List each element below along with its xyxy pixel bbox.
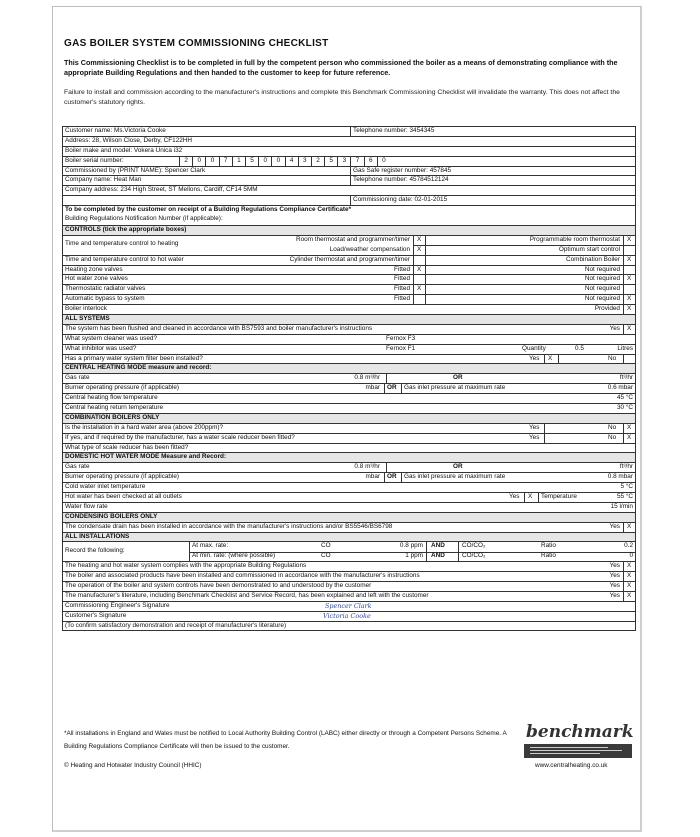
- benchmark-wordmark: benchmark: [526, 722, 634, 742]
- commissioning-date: Commissioning date: 02-01-2015: [353, 196, 448, 204]
- installations-heading: ALL INSTALLATIONS: [65, 532, 130, 540]
- serial-digit: 3: [337, 157, 350, 166]
- dhw-heading: DOMESTIC HOT WATER MODE Measure and Record:: [65, 453, 227, 461]
- filter-yes: Yes: [529, 354, 540, 362]
- ch-inlet-value: 0.6 mbar: [607, 384, 633, 392]
- bypass-not-required: Not required: [584, 295, 620, 303]
- ch-burner-or: OR: [387, 384, 397, 392]
- hot-water-zone-row: [62, 275, 636, 285]
- reducer-type-row: [62, 444, 636, 454]
- serial-digit: 6: [364, 157, 377, 166]
- warranty-note: Failure to install and commission according to the manufacturer's instructions and complete this Benchmark Commissioning Checklist will invalidate the warranty. This does not affect the customer's statutory rights.: [64, 89, 620, 106]
- complies-label: The heating and hot water system complies with the appropriate Building Regulations: [65, 562, 307, 570]
- company-address: Company address: 234 High Street, ST Mellons, Cardiff, CF14 5MM: [65, 186, 258, 194]
- bypass-row: [62, 295, 636, 305]
- literature-label: The manufacturer's literature, including Benchmark Checklist and Service Record, has been explained and left with the customer: [65, 591, 429, 599]
- reducer-type-label: What type of scale reducer has been fitted?: [65, 443, 189, 451]
- flushed-tick: X: [627, 324, 632, 332]
- cleaner-question: What system cleaner was used?: [65, 334, 157, 342]
- ratio-max-label: Ratio: [541, 542, 556, 550]
- customer-signature-row: [62, 612, 636, 622]
- dhw-outlets-tick: X: [528, 492, 533, 500]
- ch-flow-row: [62, 394, 636, 404]
- complies-tick: X: [627, 562, 632, 570]
- interlock-tick: X: [627, 305, 632, 313]
- serial-digits: [179, 157, 390, 166]
- literature-yes: Yes: [609, 591, 620, 599]
- filter-row: [62, 355, 636, 365]
- room-thermostat-tick: X: [417, 235, 422, 243]
- litres-label: Litres: [617, 344, 633, 352]
- installed-tick: X: [627, 572, 632, 580]
- serial-digit: 0: [192, 157, 205, 166]
- heating-controls-row: [62, 236, 636, 256]
- co-min-value: 1 ppm: [405, 552, 423, 560]
- customer-name: Customer name: Ms.Victoria Cooke: [65, 127, 166, 134]
- reducer-tick: X: [627, 433, 632, 441]
- reducer-row: [62, 434, 636, 444]
- condensate-yes: Yes: [609, 522, 620, 530]
- ch-gas-rate-value: 0.8 m³/hr: [354, 374, 380, 382]
- filter-no: No: [608, 354, 617, 362]
- intro-text: This Commissioning Checklist is to be completed in full by the competent person who commissioned the boiler as a means of demonstrating compliance with the appropriate Building Regulations and then handed to the customer to keep for future reference.: [64, 58, 618, 77]
- bypass-label: Automatic bypass to system: [65, 295, 145, 303]
- programmable-thermostat: Programmable room thermostat: [529, 235, 620, 243]
- engineer-signature: Spencer Clark: [325, 601, 372, 610]
- trv-label: Thermostatic radiator valves: [65, 285, 146, 293]
- regs-row: [62, 206, 636, 226]
- hard-water-tick: X: [627, 423, 632, 431]
- dhw-burner-or: OR: [387, 473, 397, 481]
- company-address-row: [62, 186, 636, 196]
- company-name: Company name: Heat Man: [65, 176, 142, 184]
- dhw-temperature-value: 55 °C: [616, 492, 633, 500]
- benchmark-logo-bar: [524, 744, 632, 758]
- heating-zone-fitted: Fitted: [394, 265, 410, 273]
- hot-water-control-label: Time and temperature control to hot water: [65, 255, 184, 263]
- dhw-mbar: mbar: [365, 473, 380, 481]
- dhw-inlet-label: Gas inlet pressure at maximum rate: [404, 473, 506, 481]
- dhw-outlets-row: [62, 493, 636, 503]
- dhw-flow-label: Water flow rate: [65, 502, 108, 510]
- cleaner-answer: Fernox F3: [386, 334, 416, 342]
- complies-yes: Yes: [609, 562, 620, 570]
- ch-gas-rate-label: Gas rate: [65, 374, 90, 382]
- reducer-yes: Yes: [529, 433, 540, 441]
- literature-row: [62, 592, 636, 602]
- dhw-flow-value: 15 l/min: [610, 502, 633, 510]
- combination-tick: X: [627, 255, 632, 263]
- cylinder-thermostat: Cylinder thermostat and programmer/timer: [289, 255, 410, 263]
- filter-tick: X: [548, 354, 553, 362]
- inhibitor-row: [62, 345, 636, 355]
- dhw-gas-rate-row: [62, 463, 636, 473]
- ch-mbar: mbar: [365, 384, 380, 392]
- condensing-header: [62, 513, 636, 523]
- confirm-row: [62, 622, 636, 632]
- ch-flow-value: 45 °C: [616, 394, 633, 402]
- dhw-cold-label: Cold water inlet temperature: [65, 483, 146, 491]
- company-row: [62, 176, 636, 186]
- address-row: [62, 137, 636, 147]
- trv-row: [62, 285, 636, 295]
- at-min-label: At min. rate: (where possible): [192, 552, 276, 560]
- engineer-signature-row: [62, 602, 636, 612]
- page-title: GAS BOILER SYSTEM COMMISSIONING CHECKLIST: [64, 38, 329, 49]
- serial-digit: 5: [245, 157, 258, 166]
- flushed-row: [62, 325, 636, 335]
- dhw-flow-row: [62, 503, 636, 513]
- hot-water-zone-tick: X: [627, 275, 632, 283]
- flushed-label: The system has been flushed and cleaned in accordance with BS7593 and boiler manufacturer's instructions: [65, 324, 373, 332]
- dhw-temperature-label: Temperature: [541, 492, 577, 500]
- quantity-label: Quantity: [522, 344, 546, 352]
- gas-safe-number: Gas Safe register number: 457845: [353, 166, 452, 174]
- engineer-signature-label: Commissioning Engineer's Signature: [65, 601, 170, 609]
- interlock-provided: Provided: [594, 305, 620, 313]
- ch-gas-rate-row: [62, 374, 636, 384]
- ch-flow-label: Central heating flow temperature: [65, 394, 158, 402]
- bypass-tick: X: [627, 295, 632, 303]
- trv-fitted: Fitted: [394, 285, 410, 293]
- dhw-outlets-yes: Yes: [509, 492, 520, 500]
- customer-row: [62, 126, 636, 137]
- ch-or: OR: [453, 374, 463, 382]
- dhw-gas-rate-value: 0.8 m³/hr: [354, 463, 380, 471]
- trv-tick: X: [417, 285, 422, 293]
- checklist-form: [62, 126, 636, 631]
- room-thermostat: Room thermostat and programmer/timer: [295, 235, 410, 243]
- telephone: Telephone number: 3454345: [353, 127, 435, 134]
- serial-digit: 0: [205, 157, 218, 166]
- ratio-max-value: 0.2: [624, 542, 633, 550]
- hot-water-zone-not-required: Not required: [584, 275, 620, 283]
- commissioned-row: [62, 167, 636, 177]
- co-co2-min-label: CO/CO₂: [462, 552, 486, 560]
- demonstrated-row: [62, 582, 636, 592]
- condensate-row: [62, 523, 636, 533]
- combination-heading: COMBINATION BOILERS ONLY: [65, 413, 160, 421]
- serial-digit: 5: [324, 157, 337, 166]
- ch-ft3: ft³/hr: [619, 374, 633, 382]
- complies-row: [62, 562, 636, 572]
- installed-yes: Yes: [609, 572, 620, 580]
- literature-tick: X: [627, 591, 632, 599]
- heating-zone-not-required: Not required: [584, 265, 620, 273]
- combination-boiler: Combination Boiler: [566, 255, 620, 263]
- demonstrated-yes: Yes: [609, 582, 620, 590]
- central-heating-heading: CENTRAL HEATING MODE measure and record:: [65, 364, 212, 372]
- copyright: © Heating and Hotwater Industry Council (HHIC): [64, 762, 202, 769]
- record-label: Record the following:: [65, 546, 125, 554]
- hot-water-zone-fitted: Fitted: [394, 275, 410, 283]
- inhibitor-question: What inhibitor was used?: [65, 344, 137, 352]
- co-max-label: CO: [321, 542, 331, 550]
- and-min: AND: [431, 552, 445, 560]
- all-systems-heading: ALL SYSTEMS: [65, 314, 110, 322]
- dhw-cold-row: [62, 483, 636, 493]
- hot-water-zone-label: Hot water zone valves: [65, 275, 128, 283]
- serial-digit: 7: [350, 157, 363, 166]
- regs-line: Building Regulations Notification Number (if applicable):: [65, 215, 223, 223]
- at-max-label: At max. rate:: [192, 542, 229, 550]
- co-min-label: CO: [321, 552, 331, 560]
- confirm-label: (To confirm satisfactory demonstration and receipt of manufacturer's literature): [65, 621, 287, 629]
- hard-water-label: Is the installation in a hard water area (above 200ppm)?: [65, 423, 224, 431]
- serial-digit: 0: [258, 157, 271, 166]
- filter-question: Has a primary water system filter been installed?: [65, 354, 203, 362]
- heating-zone-tick: X: [417, 265, 422, 273]
- heating-control-label: Time and temperature control to heating: [65, 240, 179, 248]
- serial-digit: 2: [179, 157, 192, 166]
- ratio-min-label: Ratio: [541, 552, 556, 560]
- commissioned-by: Commissioned by (PRINT NAME): Spencer Clark: [65, 166, 206, 174]
- serial-digit: 0: [377, 157, 390, 166]
- dhw-burner-label: Burner operating pressure (if applicable): [65, 473, 180, 481]
- controls-heading: CONTROLS (tick the appropriate boxes): [65, 225, 187, 233]
- ch-inlet-label: Gas inlet pressure at maximum rate: [404, 384, 506, 392]
- dhw-inlet-value: 0.8 mbar: [607, 473, 633, 481]
- serial-digit: 4: [285, 157, 298, 166]
- boiler-make-row: [62, 147, 636, 157]
- benchmark-logo: [524, 722, 634, 760]
- interlock-label: Boiler interlock: [65, 305, 107, 313]
- central-heating-header: [62, 364, 636, 374]
- customer-signature: Victoria Cooke: [323, 611, 371, 620]
- serial-row: [62, 157, 636, 167]
- dhw-cold-value: 5 °C: [620, 483, 633, 491]
- serial-digit: 0: [271, 157, 284, 166]
- footer-notice: *All installations in England and Wales must be notified to Local Authority Building Control (LABC) either directly or through a Competent Persons Scheme. A Building Regulations Compliance Certificate will then be issued to the customer.: [64, 730, 507, 750]
- dhw-or: OR: [453, 463, 463, 471]
- load-weather: Load/weather compensation: [329, 245, 410, 253]
- cleaner-row: [62, 335, 636, 345]
- heating-zone-row: [62, 266, 636, 276]
- dhw-header: [62, 453, 636, 463]
- boiler-make: Boiler make and model: Vokera Unica i32: [65, 146, 183, 154]
- reducer-label: If yes, and if required by the manufacturer, has a water scale reducer been fitted?: [65, 433, 295, 441]
- hot-water-control-row: [62, 256, 636, 266]
- regs-heading: To be completed by the customer on receipt of a Building Regulations Compliance Certificate*: [65, 206, 352, 214]
- ratio-min-value: 0: [629, 552, 633, 560]
- demonstrated-tick: X: [627, 582, 632, 590]
- ch-return-row: [62, 404, 636, 414]
- co-max-value: 0.8 ppm: [399, 542, 423, 550]
- combination-header: [62, 414, 636, 424]
- programmable-tick: X: [627, 235, 632, 243]
- optimum-start: Optimum start control: [558, 245, 620, 253]
- serial-label: Boiler serial number:: [65, 156, 124, 164]
- condensate-label: The condensate drain has been installed in accordance with the manufacturer's instructions and/or BS5546/BS6798: [65, 522, 393, 530]
- website-link[interactable]: www.centralheating.co.uk: [535, 762, 608, 769]
- date-row: [62, 196, 636, 206]
- ch-burner-label: Burner operating pressure (if applicable): [65, 384, 180, 392]
- serial-digit: 3: [298, 157, 311, 166]
- serial-digit: 7: [219, 157, 232, 166]
- trv-not-required: Not required: [584, 285, 620, 293]
- condensing-heading: CONDENSING BOILERS ONLY: [65, 512, 158, 520]
- hard-water-row: [62, 424, 636, 434]
- controls-header: [62, 226, 636, 236]
- serial-digit: 1: [232, 157, 245, 166]
- condensate-tick: X: [627, 522, 632, 530]
- demonstrated-label: The operation of the boiler and system controls have been demonstrated to and understood by the customer: [65, 582, 372, 590]
- record-row: [62, 542, 636, 562]
- installed-label: The boiler and associated products have been installed and commissioned in accordance with the manufacturer's instructions: [65, 572, 420, 580]
- address: Address: 28, Wilson Close, Derby, CF122HH: [65, 136, 193, 144]
- dhw-burner-row: [62, 473, 636, 483]
- inhibitor-answer: Fernox F1: [386, 344, 416, 352]
- ch-return-value: 30 °C: [616, 403, 633, 411]
- bypass-fitted: Fitted: [394, 295, 410, 303]
- installed-row: [62, 572, 636, 582]
- hard-water-yes: Yes: [529, 423, 540, 431]
- customer-signature-label: Customer's Signature: [65, 611, 127, 619]
- co-co2-max-label: CO/CO₂: [462, 542, 486, 550]
- interlock-row: [62, 305, 636, 315]
- installations-header: [62, 533, 636, 543]
- dhw-ft3: ft³/hr: [619, 463, 633, 471]
- quantity-value: 0.5: [575, 344, 584, 352]
- hard-water-no: No: [608, 423, 617, 431]
- reducer-no: No: [608, 433, 617, 441]
- dhw-gas-rate-label: Gas rate: [65, 463, 90, 471]
- and-max: AND: [431, 542, 445, 550]
- dhw-outlets-label: Hot water has been checked at all outlets: [65, 492, 182, 500]
- serial-digit: 2: [311, 157, 324, 166]
- flushed-yes: Yes: [609, 324, 620, 332]
- ch-return-label: Central heating return temperature: [65, 403, 164, 411]
- company-telephone: Telephone number: 45784512124: [353, 176, 449, 184]
- load-weather-tick: X: [417, 245, 422, 253]
- all-systems-header: [62, 315, 636, 325]
- ch-burner-row: [62, 384, 636, 394]
- heating-zone-label: Heating zone valves: [65, 265, 123, 273]
